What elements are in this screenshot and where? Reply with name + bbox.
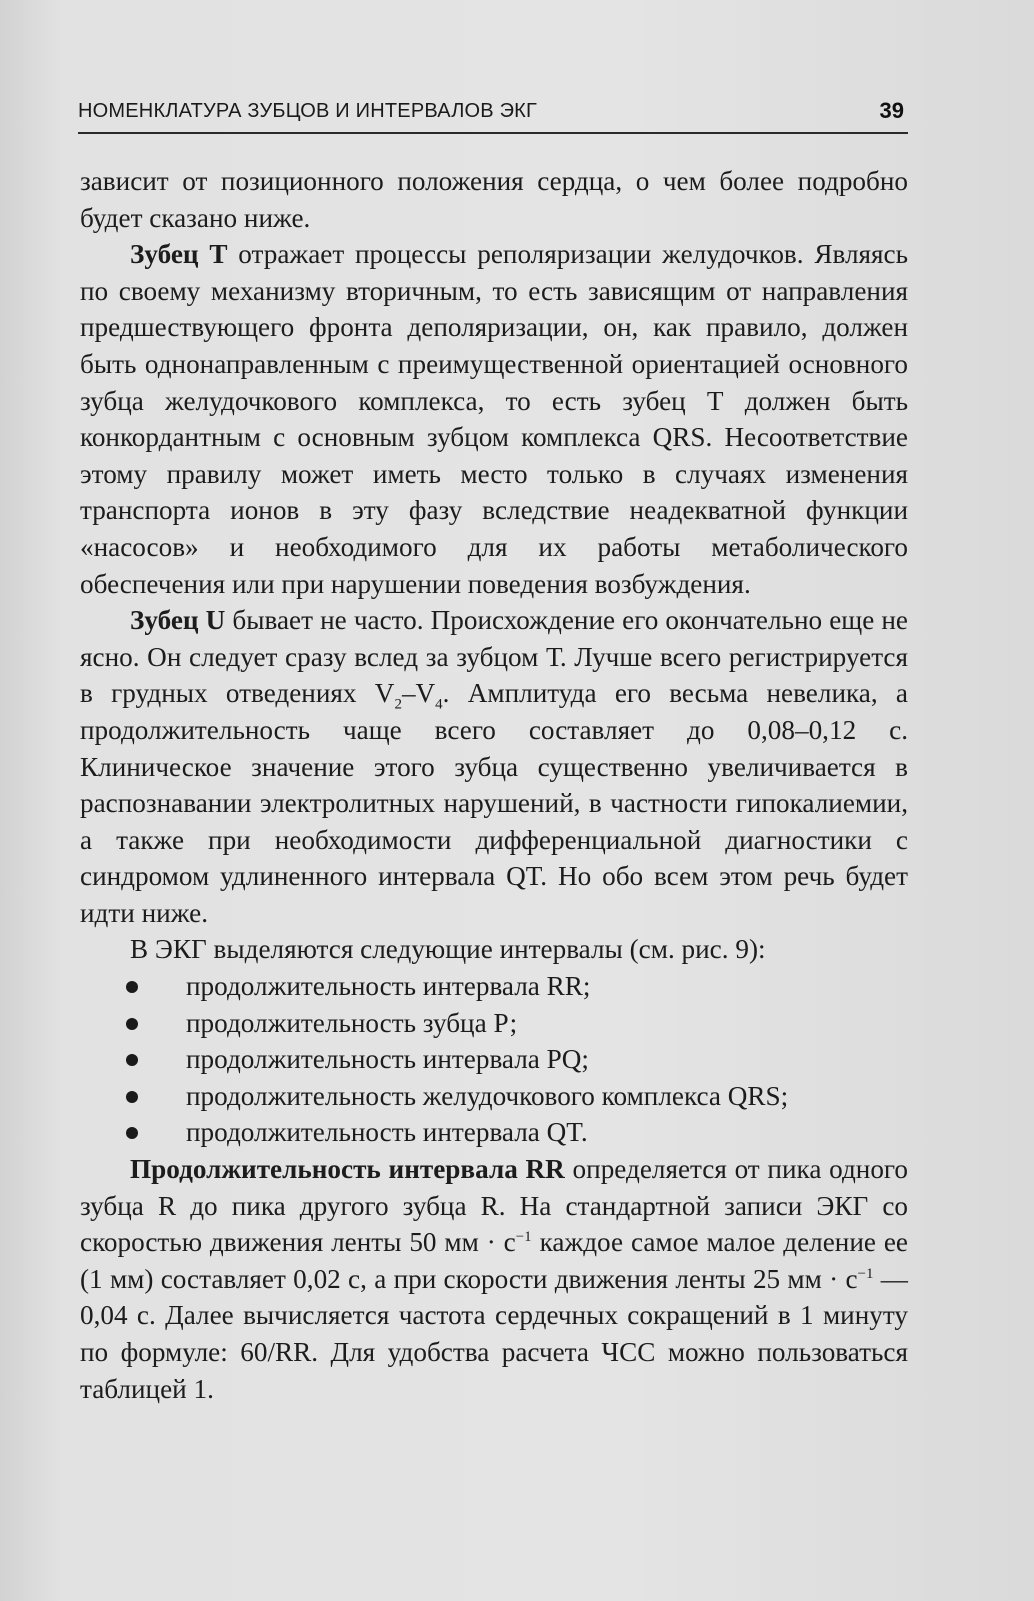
list-item-text: продолжительность зубца Р;: [186, 1007, 518, 1038]
subscript: 2: [394, 696, 402, 713]
superscript: −1: [515, 1229, 532, 1246]
term-rr-interval: Продолжительность интервала RR: [130, 1154, 565, 1185]
paragraph-text: отражает процессы реполяризации желудочков. Являясь по своему механизму вторичным, то есть зависящим от направления предшествующего фронта деполяризации, он, как правило, должен быть однонаправленным с преимущественной ориентацией основного зубца желудочкового комплекса, то есть зубец Т должен быть конкордантным с основным зубцом комплекса QRS. Несоответствие этому правилу может иметь место только в случаях изменения транспорта ионов в эту фазу вследствие неадекватной функции «насосов» и необходимого для их работы метаболического обеспечения или при нарушении поведения возбуждения.: [80, 239, 909, 599]
paragraph-intervals-intro: [80, 931, 908, 968]
paragraph-text: — 0,04 с. Далее вычисляется частота сердечных сокращений в 1 минуту по формуле: 60/RR. Для удобства расчета ЧСС можно пользоваться таблицей 1.: [80, 1263, 908, 1404]
list-item: [80, 1078, 908, 1115]
paragraph-text: –V: [401, 678, 436, 709]
running-header: [78, 96, 908, 134]
bullet-icon: [126, 1054, 138, 1066]
paragraph-text: бывает не часто. Происхождение его окончательно еще не ясно. Он следует сразу вслед за зубцом Т. Лучше всего регистрируется в грудных отведениях V: [80, 605, 908, 709]
list-item-text: продолжительность интервала PQ;: [186, 1044, 589, 1075]
superscript: −1: [857, 1265, 874, 1282]
bullet-icon: [126, 1018, 138, 1030]
list-item-text: продолжительность желудочкового комплекса QRS;: [186, 1080, 789, 1111]
interval-list: [80, 968, 908, 1151]
running-header-title: НОМЕНКЛАТУРА ЗУБЦОВ И ИНТЕРВАЛОВ ЭКГ: [78, 100, 538, 122]
bullet-icon: [126, 1127, 138, 1139]
paragraph-text: зависит от позиционного положения сердца, о чем более подробно будет сказано ниже.: [80, 166, 908, 233]
list-item: [80, 1005, 908, 1042]
list-item-text: продолжительность интервала RR;: [186, 971, 591, 1002]
paragraph-u-wave: [80, 602, 908, 931]
term-t-wave: Зубец Т: [130, 239, 228, 270]
bullet-icon: [126, 981, 138, 993]
term-u-wave: Зубец U: [130, 605, 226, 636]
paragraph-text: каждое самое малое деление ее (1 мм) составляет 0,02 с, а при скорости движения ленты 25 мм · с: [80, 1227, 908, 1294]
paragraph-text: В ЭКГ выделяются следующие интервалы (см. рис. 9):: [130, 934, 766, 965]
list-item-text: продолжительность интервала QT.: [186, 1117, 588, 1148]
paragraph-t-wave: [80, 236, 908, 602]
paragraph-text: . Амплитуда его весьма невелика, а продолжительность чаще всего составляет до 0,08–0,12 с. Клиническое значение этого зубца существенно увеличивается в распознавании электролитных нарушений, в частности гипокалиемии, а также при необходимости дифференциальной диагностики с синдромом удлиненного интервала QT. Но обо всем этом речь будет идти ниже.: [80, 678, 908, 928]
body-text: [80, 163, 908, 1407]
paragraph-rr-interval: [80, 1151, 908, 1407]
list-item: [80, 1041, 908, 1078]
page-number: 39: [879, 98, 904, 123]
paragraph-text: определяется от пика одного зубца R до пика другого зубца R. На стандартной записи ЭКГ со скоростью движения ленты 50 мм · с: [80, 1154, 908, 1258]
list-item: [80, 968, 908, 1005]
subscript: 4: [435, 696, 443, 713]
list-item: [80, 1114, 908, 1151]
bullet-icon: [126, 1091, 138, 1103]
paragraph-continuation: [80, 163, 908, 236]
